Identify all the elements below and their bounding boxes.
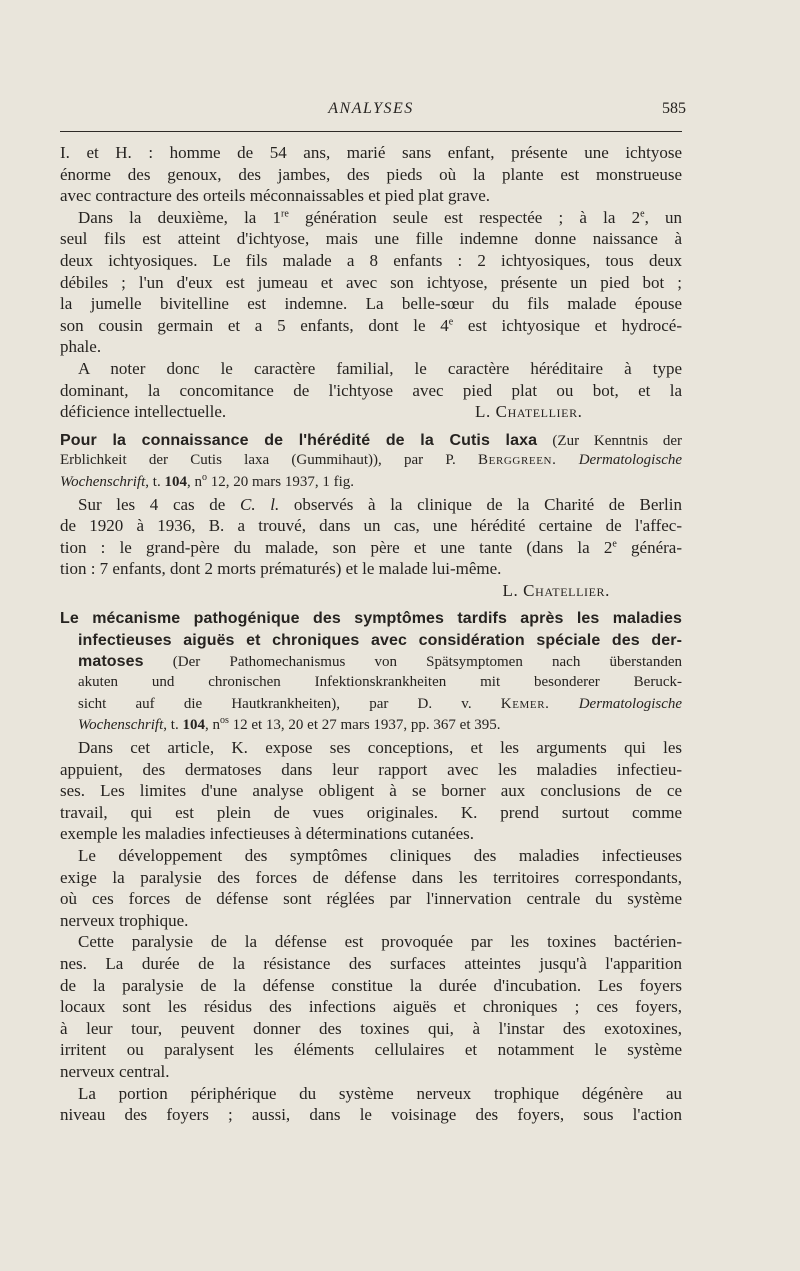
text-line: A noter donc le caractère familial, le caractère héréditaire à type	[78, 358, 682, 378]
text-line: la jumelle bivitelline est indemne. La belle-sœur du fils malade épouse	[60, 294, 682, 314]
text-line: de la paralysie de la défense constitue la durée d'incubation. Les foyers	[60, 975, 682, 995]
text-line: I. et H. : homme de 54 ans, marié sans enfant, présente une ichtyose	[60, 143, 682, 162]
text-line: nerveux central.	[60, 1061, 170, 1081]
running-title: ANALYSES	[328, 100, 414, 117]
reference-line: Wochenschrift, t. 104, $n^{os}$ 12 et 13, 20 et 27 mars 1937, pp. 367 et 395.	[78, 715, 501, 734]
text-line: tion : 7 enfants, dont 2 morts prématurés) et le malade lui-même.	[60, 559, 502, 579]
article-ichtyose	[60, 142, 682, 423]
text-line: seul fils est atteint d'ichtyose, mais une fille indemne donne naissance à	[60, 229, 682, 249]
text-line: dominant, la concomitance de l'ichtyose avec pied plat ou bot, et la	[60, 380, 682, 400]
text-line: deux ichtyosiques. Le fils malade a 8 enfants : 2 ichtyosiques, tous deux	[60, 250, 682, 270]
page-content	[60, 142, 682, 1126]
text-line: Le développement des symptômes cliniques des maladies infectieuses	[78, 846, 682, 865]
journal-name: Dermatologische	[578, 452, 683, 469]
text-line: nes. La durée de la résistance des surfaces atteintes jusqu'à l'apparition	[60, 953, 682, 973]
text-line: de 1920 à 1936, B. a trouvé, dans un cas, une hérédité certaine de l'affec-	[60, 516, 682, 536]
reference-line: Erblichkeit der Cutis laxa (Gummihaut)), par P. Berggreen. Dermatologische	[60, 452, 683, 469]
text-line: déficience intellectuelle. L. Chatellier.	[60, 402, 583, 422]
text-line: ses. Les limites d'une analyse obligent à se borner aux conclusions de ce	[60, 781, 682, 801]
text-line: irritent ou paralysent les éléments cellulaires et notamment le système	[60, 1040, 682, 1060]
author-name: Berggreen.	[478, 452, 557, 469]
text-line: phale.	[60, 337, 102, 357]
article-title: Le mécanisme pathogénique des symptômes tardifs après les maladies	[60, 610, 682, 628]
text-line: débiles ; l'un d'eux est jumeau et avec son ichtyose, présente un pied bot ;	[60, 272, 682, 292]
text-line: énorme des genoux, des jambes, des pieds où la plante est monstrueuse	[60, 164, 682, 184]
author-signature: L. Chatellier.	[475, 402, 583, 422]
article-heading: Pour la connaissance de l'hérédité de la Cutis laxa (Zur Kenntnis der	[60, 431, 682, 449]
text-line: niveau des foyers ; aussi, dans le voisinage des foyers, sous l'action	[60, 1105, 682, 1125]
text-line: à leur tour, peuvent donner des toxines qui, à l'instar des exotoxines,	[60, 1018, 682, 1038]
author-signature: L. Chatellier.	[502, 580, 610, 600]
page-number: 585	[662, 100, 686, 117]
text-line: appuient, des dermatoses dans leur rapport avec les maladies infectieu-	[60, 759, 682, 779]
author-name: Kemer.	[500, 695, 550, 712]
text-line: où ces forces de défense sont réglées par l'innervation centrale du système	[60, 889, 682, 909]
text-line: tion : le grand-père du malade, son père et une tante (dans la 2e généra-	[60, 537, 682, 557]
text-line: La portion périphérique du système nerveux trophique dégénère au	[78, 1083, 682, 1103]
text-line: exige la paralysie des forces de défense dans les territoires correspondants,	[60, 867, 682, 887]
article-title: Pour la connaissance de l'hérédité de la Cutis laxa	[60, 431, 538, 449]
header-rule	[60, 131, 682, 132]
article-mecanisme-pathogenique	[60, 607, 682, 1125]
running-header	[60, 100, 686, 124]
text-line: Sur les 4 cas de C. l. observés à la clinique de la Charité de Berlin	[78, 494, 682, 514]
text-line: locaux sont les résidus des infections aiguës et chroniques ; ces foyers,	[60, 997, 682, 1017]
text-line: travail, qui est plein de vues originales. K. prend surtout comme	[60, 802, 682, 822]
text-line: son cousin germain et a 5 enfants, dont le 4e est ichtyosique et hydrocé-	[60, 315, 682, 335]
reference-line: Wochenschrift, t. 104, $n^o$ 12, 20 mars 1937, 1 fig.	[60, 471, 355, 490]
text-line: nerveux trophique.	[60, 910, 189, 930]
text-line: Dans la deuxième, la 1re génération seule est respectée ; à la 2e, un	[78, 207, 683, 227]
text-line: Cette paralysie de la défense est provoquée par les toxines bactérien-	[78, 932, 682, 952]
journal-name: Dermatologische	[578, 695, 683, 712]
text-line: Dans cet article, K. expose ses conceptions, et les arguments qui les	[78, 738, 682, 758]
reference-line: matoses (Der Pathomechanismus von Spätsymptomen nach überstanden	[78, 652, 682, 670]
article-title: infectieuses aiguës et chroniques avec considération spéciale des der-	[78, 632, 682, 650]
reference-line: sicht auf die Hautkrankheiten), par D. v. Kemer. Dermatologische	[78, 695, 683, 712]
reference-line: akuten und chronischen Infektionskrankheiten mit besonderer Beruck-	[78, 674, 682, 691]
text-line: exemple les maladies infectieuses à déterminations cutanées.	[60, 824, 474, 844]
text-line: avec contracture des orteils méconnaissables et pied plat grave.	[60, 186, 491, 206]
article-cutis-laxa	[60, 429, 682, 602]
